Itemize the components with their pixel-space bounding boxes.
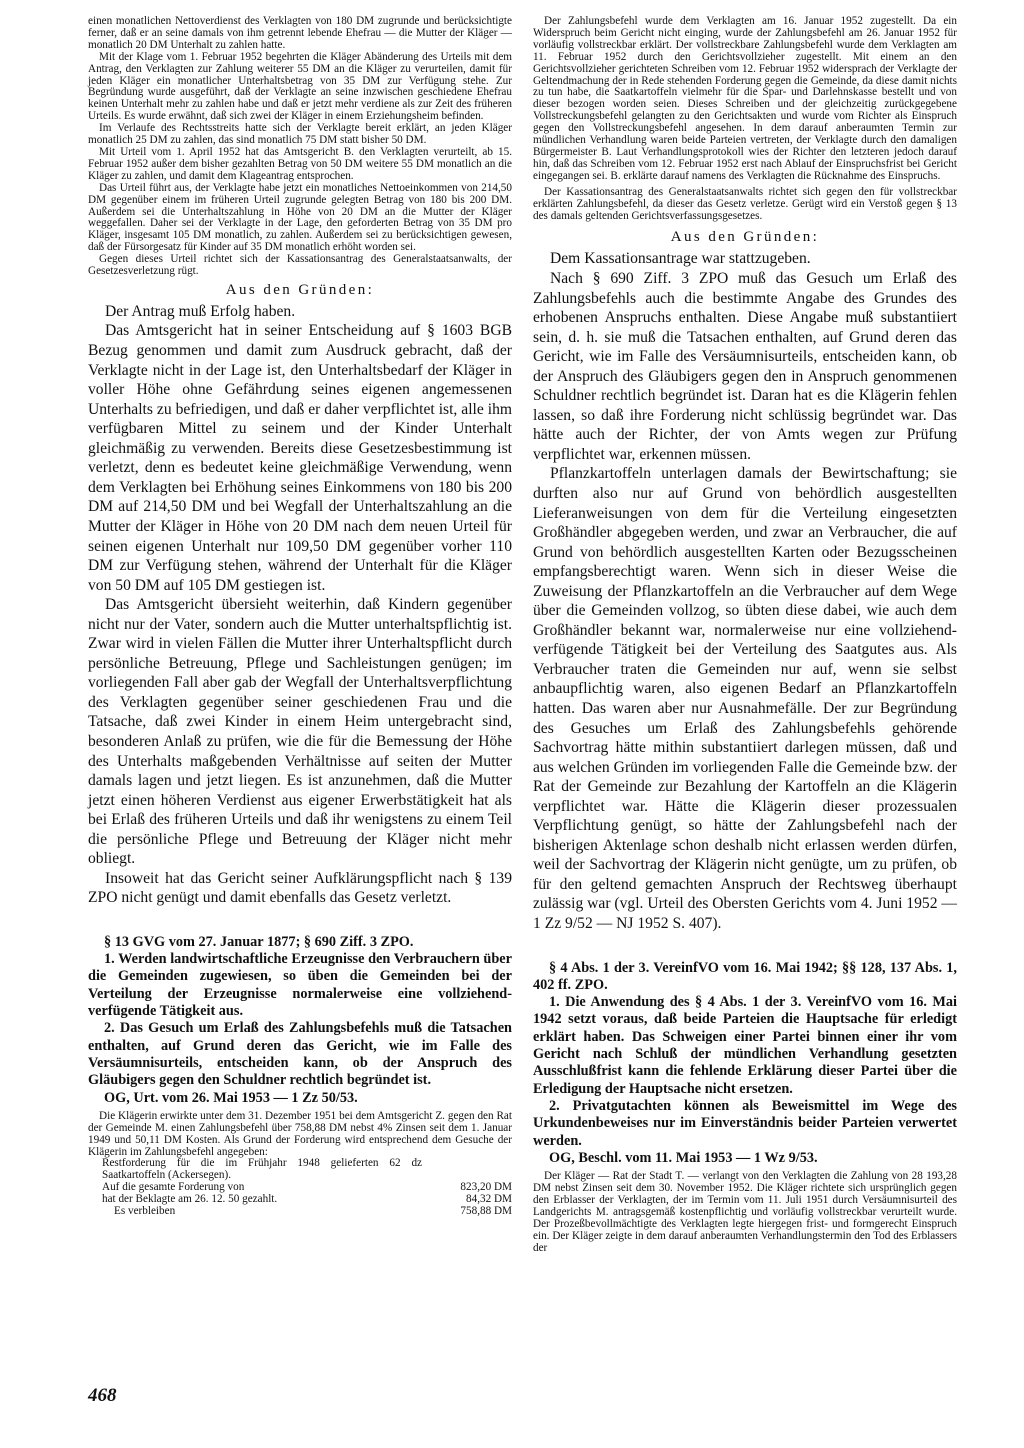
- headnote: 2. Das Gesuch um Erlaß des Zahlungsbefehls muß die Tatsachen enthalten, auf Grund deren das Gericht, wie im Falle des Versäumnisurteils, entscheiden kann, ob der Anspruch des Gläubigers gegen den Schuldner rechtlich begründet ist.: [88, 1020, 512, 1089]
- body-paragraph: einen monatlichen Nettoverdienst des Verklagten von 180 DM zugrunde und berücksichtigte ferner, daß er an seine damals von ihm getrennt lebende Ehefrau — die Mutter der Kläger — monatlich 20 DM Unterhalt zu zahlen hatte.: [88, 15, 512, 51]
- body-paragraph: Dem Kassationsantrage war stattzugeben.: [550, 250, 811, 268]
- calc-description: Auf die gesamte Forderung von: [102, 1181, 245, 1194]
- body-paragraph: Mit der Klage vom 1. Februar 1952 begehrten die Kläger Abänderung des Urteils mit dem Antrag, den Verklagten zur Zahlung weiterer 55 DM an die Kläger zu verurteilen, damit für jeden Kläger ein monatlicher Unterhaltsbetrag von 35 DM zur Verfügung stehe. Zur Begründung wurde ausgeführt, daß der Verklagte an seine inzwischen geschiedene Ehefrau keinen Unterhalt mehr zu zahlen habe und daß er jetzt mehr verdiene als zur Zeit des früheren Urteils. Es wurde erwähnt, daß sich zwei der Kläger in einem Erziehungsheim befinden.: [88, 50, 512, 123]
- calc-amount: 758,88 DM: [460, 1205, 512, 1218]
- body-paragraph: Mit Urteil vom 1. April 1952 hat das Amtsgericht B. den Verklagten verurteilt, ab 15. Februar 1952 außer dem bisher gezahlten Betrag von 50 DM weitere 55 DM monatlich an die Kläger zu zahlen, und damit dem Klageantrag entsprochen.: [88, 145, 512, 182]
- headnote: 1. Die Anwendung des § 4 Abs. 1 der 3. VereinfVO vom 16. Mai 1942 setzt voraus, daß beide Parteien die Hauptsache für erledigt erklärt haben. Das Schweigen einer Partei binnen einer ihr vom Gericht nach Schluß der mündlichen Verhandlung gesetzten Ausschlußfrist kann die fehlende Erklärung dieser Partei über die Erledigung der Hauptsache nicht ersetzen.: [533, 994, 957, 1097]
- calc-amount: 823,20 DM: [460, 1181, 512, 1194]
- calc-description: Es verbleiben: [114, 1205, 176, 1218]
- calculation-table: [102, 1158, 512, 1218]
- section-heading: Aus den Gründen:: [670, 229, 820, 246]
- calc-amount: [422, 1158, 512, 1182]
- section-heading: Aus den Gründen:: [225, 281, 375, 298]
- body-paragraph: Pflanzkartoffeln unterlagen damals der Bewirtschaftung; sie durften also nur auf Grund von behördlich ausgestellten Lieferanweisungen von dem für die Verteilung eingesetzten Großhändler abgegeben werden, und zwar an Verbraucher, die auf Grund von behördlich ausgestellten Karten oder Bezugsscheinen empfangsberechtigt waren. Wenn sich in dieser Weise die Zuweisung der Pflanzkartoffeln an die Verbraucher auf dem Wege über die Gemeinden vollzog, so übten diese dabei, wie auch dem Großhändler bekannt war, normalerweise nur eine vollziehend-verfügende Tätigkeit bei der Verteilung des Saatgutes aus. Als Verbraucher traten die Gemeinden nur auf, wenn sie selbst anbaupflichtig waren, also eigenen Bedarf an Pflanzkartoffeln hatten. Das waren aber nur Ausnahmefälle. Der zur Begründung des Gesuches um Erlaß des Zahlungsbefehls gehörende Sachvortrag hätte mithin substantiiert darlegen müssen, daß und aus welchen Gründen im vorliegenden Falle die Gemeinde bzw. der Rat der Gemeinde zur Bezahlung der Kartoffeln an die Klägerin verpflichtet war. Hätte die Klägerin dieser prozessualen Verpflichtung genügt, so hätte der Zahlungsbefehl nach der bisherigen Aktenlage schon deshalb nicht erlassen werden dürfen, weil der Sachvortrag der Klägerin nicht genügte, um zu prüfen, ob für den geltend gemachten Anspruch der Rechtsweg überhaupt zulässig war (vgl. Urteil des Obersten Gerichts vom 4. Juni 1952 — 1 Zz 9/52 — NJ 1952 S. 407).: [533, 465, 957, 932]
- calc-description: Restforderung für die im Frühjahr 1948 gelieferten 62 dz Saatkartoffeln (Ackersegen).: [102, 1157, 422, 1182]
- right-column: [533, 16, 957, 1254]
- body-paragraph: Insoweit hat das Gericht seiner Aufklärungspflicht nach § 139 ZPO nicht genügt und damit ebenfalls das Gesetz verletzt.: [88, 869, 512, 907]
- page-number: 468: [88, 1385, 117, 1406]
- court-reference: OG, Beschl. vom 11. Mai 1953 — 1 Wz 9/53.: [549, 1149, 818, 1166]
- calc-amount: 84,32 DM: [466, 1193, 512, 1206]
- body-paragraph: Nach § 690 Ziff. 3 ZPO muß das Gesuch um Erlaß des Zahlungsbefehls auch die bestimmte Angabe des Grundes des erhobenen Anspruchs enthalten. Diese Angabe muß substantiiert sein, d. h. sie muß die Tatsachen enthalten, auf Grund deren das Gericht, wie im Falle des Versäumnisurteils, entscheiden kann, ob der Anspruch des Gläubigers gegen den in Anspruch genommenen Schuldner rechtlich begründet ist. Daran hat es die Klägerin fehlen lassen, so daß ihre Forderung nicht schlüssig begründet war. Das hätte auch der Richter, der von Amts wegen zur Prüfung verpflichtet war, erkennen müssen.: [533, 269, 957, 463]
- court-reference: OG, Urt. vom 26. Mai 1953 — 1 Zz 50/53.: [104, 1089, 358, 1106]
- headnote: 1. Werden landwirtschaftliche Erzeugnisse den Verbrauchern über die Gemeinden zugewiesen, so üben die Gemeinden bei der Verteilung der Erzeugnisse normalerweise eine vollziehend-verfügende Tätigkeit aus.: [88, 951, 512, 1020]
- body-paragraph: Der Kläger — Rat der Stadt T. — verlangt von den Verklagten die Zahlung von 28 193,28 DM nebst Zinsen seit dem 30. November 1952. Die Kläger richtete sich ursprünglich gegen den Erblasser der Verklagten, der im Termin vom 11. Juli 1951 durch Versäumnisurteil des Landgerichts M. antragsgemäß kostenpflichtig und vorläufig vollstreckbar verurteilt wurde. Der Prozeßbevollmächtigte des Verklagten legte hiergegen frist- und formgerecht Einspruch ein. Der Kläger zeigte in dem darauf anberaumten Verhandlungstermin den Tod des Erblassers der: [533, 1170, 957, 1254]
- body-paragraph: Der Antrag muß Erfolg haben.: [105, 302, 296, 320]
- body-paragraph: Der Zahlungsbefehl wurde dem Verklagten am 16. Januar 1952 zugestellt. Da ein Widerspruch beim Gericht nicht einging, wurde der Zahlungsbefehl am 26. Januar 1952 für vorläufig vollstreckbar erklärt. Der vollstreckbare Zahlungsbefehl wurde dem Verklagten am 11. Februar 1952 durch den Gerichtsvollzieher zugestellt. Mit einem an den Gerichtsvollzieher gerichteten Schreiben vom 12. Februar 1952 widersprach der Verklagte der Geltendmachung der in Rede stehenden Forderung gegen die Gemeinde, da diese damit nichts zu tun habe, die Saatkartoffeln vielmehr für die Spar- und Darlehnskasse bestellt und von dieser bezogen worden seien. Dieses Schreiben und der gleichzeitig zurückgegebene Vollstreckungsbefehl gelangten zu den Gerichtsakten und wurde vom Richter als Einspruch gegen den Vollstreckungsbefehl angesehen. In dem darauf anberaumten Termin zur mündlichen Verhandlung waren beide Parteien vertreten, der Verklagte durch den damaligen Bürgermeister B. Laut Verhandlungsprotokoll wies der Richter den letzteren jedoch darauf hin, daß das Schreiben vom 12. Februar 1952 erst nach Ablauf der Einspruchsfrist bei Gericht eingegangen sei. B. erklärte darauf namens des Verklagten die Rücknahme des Einspruchs.: [533, 15, 957, 182]
- body-paragraph: Der Kassationsantrag des Generalstaatsanwalts richtet sich gegen den für vollstreckbar erklärten Zahlungsbefehl, da dieser das Gesetz verletze. Gerügt wird ein Verstoß gegen § 13 des damals geltenden Gerichtsverfassungsgesetzes.: [533, 185, 957, 222]
- case-citation: § 4 Abs. 1 der 3. VereinfVO vom 16. Mai 1942; §§ 128, 137 Abs. 1, 402 ff. ZPO.: [533, 959, 957, 993]
- case-citation: § 13 GVG vom 27. Januar 1877; § 690 Ziff. 3 ZPO.: [104, 933, 414, 950]
- body-paragraph: Das Amtsgericht hat in seiner Entscheidung auf § 1603 BGB Bezug genommen und damit zum Ausdruck gebracht, daß der Verklagte nicht in der Lage ist, den Unterhaltsbedarf der Kläger in voller Höhe ohne Gefährdung seines eigenen angemessenen Unterhalts zu befriedigen, und daß er daher verpflichtet ist, alle ihm verfügbaren Mittel zu seinem und der Kinder Unterhalt gleichmäßig zu verwenden. Bereits diese Gesetzesbestimmung ist verletzt, denn es bedeutet keine gleichmäßige Verwendung, wenn dem Verklagten bei Erhöhung seines Einkommens von 180 bis 200 DM auf 214,50 DM und bei Wegfall der Unterhaltszahlung an die Mutter der Kläger in Höhe von 20 DM nach dem neuen Urteil für seinen eigenen Unterhalt nur 109,50 DM gegenüber vorher 110 DM zur Verfügung stehen, während der Unterhalt für die Kläger von 50 DM auf 105 DM gestiegen ist.: [88, 322, 512, 594]
- calc-description: hat der Beklagte am 26. 12. 50 gezahlt.: [102, 1193, 278, 1206]
- table-row: [102, 1158, 512, 1182]
- body-paragraph: Die Klägerin erwirkte unter dem 31. Dezember 1951 bei dem Amtsgericht Z. gegen den Rat der Gemeinde M. einen Zahlungsbefehl über 758,88 DM nebst 4% Zinsen seit dem 1. Januar 1949 und 50,11 DM Kosten. Als Grund der Forderung wird entsprechend dem Gesuche der Klägerin im Zahlungsbefehl angegeben:: [88, 1109, 512, 1158]
- table-row: [102, 1206, 512, 1218]
- body-paragraph: Das Urteil führt aus, der Verklagte habe jetzt ein monatliches Nettoeinkommen von 214,50 DM gegenüber einem im früheren Urteil zugrunde gelegten Betrag von 180 bis 200 DM. Außerdem sei die Unterhaltszahlung in Höhe von 20 DM an die Mutter der Kläger weggefallen. Daher sei der Verklagte in der Lage, den geforderten Betrag von 35 DM pro Kläger, insgesamt 105 DM monatlich, zu zahlen. Außerdem sei zu berücksichtigen gewesen, daß der Fürsorgesatz für Kinder auf 35 DM monatlich erhöht worden sei.: [88, 181, 512, 254]
- body-paragraph: Im Verlaufe des Rechtsstreits hatte sich der Verklagte bereit erklärt, an jeden Kläger monatlich 25 DM zu zahlen, das sind monatlich 75 DM statt bisher 50 DM.: [88, 122, 512, 147]
- left-column: [88, 16, 512, 1218]
- headnote: 2. Privatgutachten können als Beweismittel im Wege des Urkundenbeweises nur im Einverständnis beider Parteien verwertet werden.: [533, 1097, 957, 1149]
- body-paragraph: Das Amtsgericht übersieht weiterhin, daß Kindern gegenüber nicht nur der Vater, sondern auch die Mutter unterhaltspflichtig ist. Zwar wird in vielen Fällen die Mutter ihrer Unterhaltspflicht durch persönliche Betreuung, Pflege und Sachleistungen genügen; im vorliegenden Fall aber gab der Wegfall der Unterhaltsverpflichtung des Verklagten gegenüber seiner geschiedenen Frau und die Tatsache, daß zwei Kinder in einem Heim untergebracht sind, besonderen Anlaß zu prüfen, wie die für die Bemessung der Höhe des Unterhalts maßgebenden Verhältnisse auf seiten der Mutter damals lagen und jetzt liegen. Es ist anzunehmen, daß die Mutter jetzt einen höheren Verdienst aus eigener Erwerbstätigkeit hat als bei Erlaß des früheren Urteils und daß ihr wenigstens zu einem Teil die persönliche Pflege und Betreuung der Kläger nicht mehr obliegt.: [88, 596, 512, 868]
- body-paragraph: Gegen dieses Urteil richtet sich der Kassationsantrag des Generalstaatsanwalts, der Gesetzesverletzung rügt.: [88, 253, 512, 278]
